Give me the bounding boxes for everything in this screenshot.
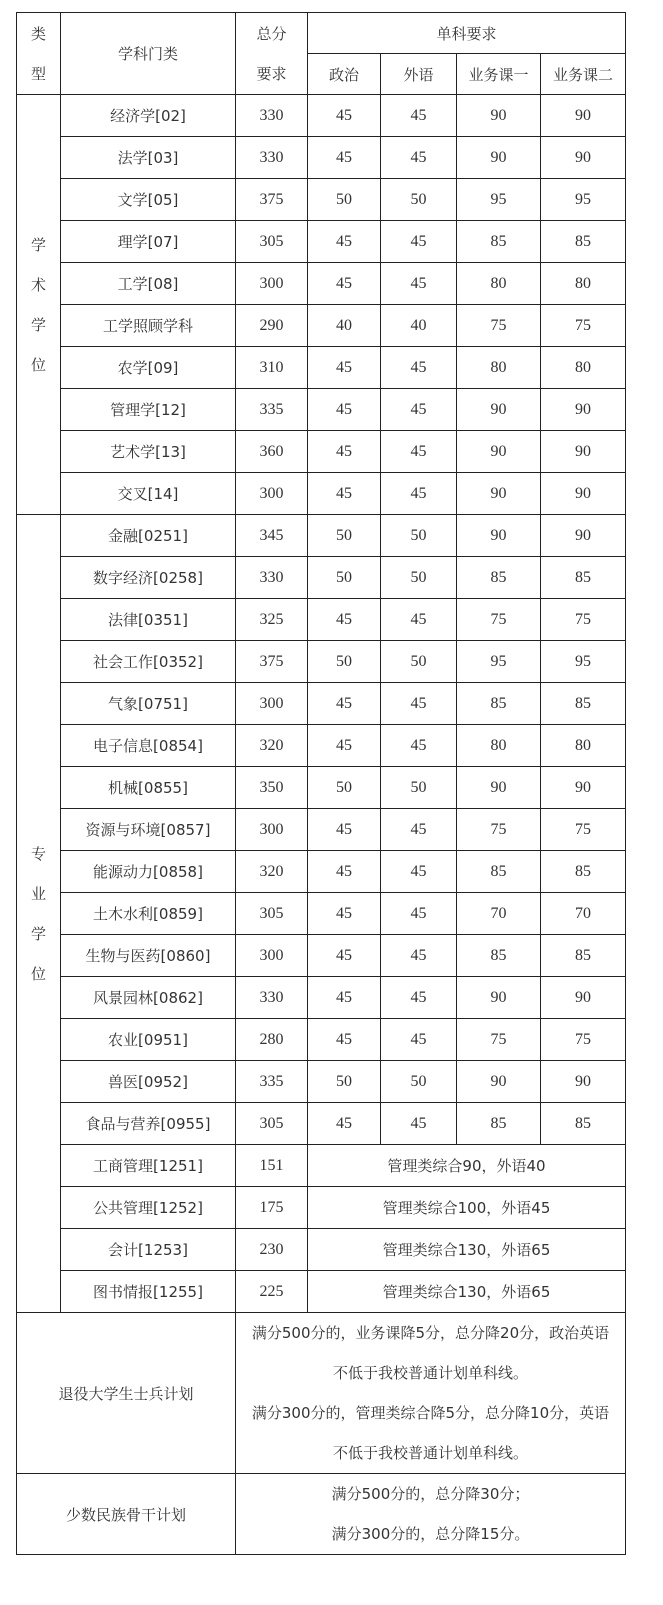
table-row (17, 95, 626, 137)
foreign-language-score: 50 (381, 515, 457, 557)
course-one-score: 85 (457, 683, 541, 725)
minority-plan-label: 少数民族骨干计划 (17, 1474, 236, 1555)
total-score: 300 (236, 473, 308, 515)
course-one-score: 90 (457, 977, 541, 1019)
course-one-score: 70 (457, 893, 541, 935)
table-row (17, 977, 626, 1019)
course-two-score: 90 (541, 767, 626, 809)
veteran-plan-label: 退役大学生士兵计划 (17, 1313, 236, 1474)
table-row (17, 221, 626, 263)
management-requirement: 管理类综合130，外语65 (308, 1229, 626, 1271)
table-row (17, 179, 626, 221)
course-one-score: 90 (457, 515, 541, 557)
course-one-score: 85 (457, 935, 541, 977)
total-score: 305 (236, 893, 308, 935)
foreign-language-score: 45 (381, 725, 457, 767)
discipline-name: 工学[08] (61, 263, 236, 305)
discipline-name: 能源动力[0858] (61, 851, 236, 893)
table-row (17, 683, 626, 725)
header-course-two: 业务课二 (541, 54, 626, 95)
discipline-name: 理学[07] (61, 221, 236, 263)
course-one-score: 85 (457, 557, 541, 599)
politics-score: 50 (308, 515, 381, 557)
course-two-score: 75 (541, 305, 626, 347)
table-row (17, 347, 626, 389)
header-type: 类 型 (17, 13, 61, 95)
discipline-name: 会计[1253] (61, 1229, 236, 1271)
course-one-score: 80 (457, 725, 541, 767)
discipline-name: 经济学[02] (61, 95, 236, 137)
foreign-language-score: 45 (381, 263, 457, 305)
discipline-name: 农学[09] (61, 347, 236, 389)
table-row (17, 137, 626, 179)
table-row (17, 263, 626, 305)
foreign-language-score: 50 (381, 641, 457, 683)
course-two-score: 85 (541, 935, 626, 977)
total-score: 320 (236, 851, 308, 893)
course-two-score: 90 (541, 515, 626, 557)
header-politics: 政治 (308, 54, 381, 95)
veteran-plan-details: 满分500分的，业务课降5分，总分降20分，政治英语 不低于我校普通计划单科线。 满分300分的，管理类综合降5分，总分降10分，英语 不低于我校普通计划单科线。 (236, 1313, 626, 1474)
discipline-name: 法律[0351] (61, 599, 236, 641)
management-requirement: 管理类综合100，外语45 (308, 1187, 626, 1229)
course-one-score: 75 (457, 599, 541, 641)
discipline-name: 资源与环境[0857] (61, 809, 236, 851)
table-row (17, 431, 626, 473)
politics-score: 40 (308, 305, 381, 347)
total-score: 325 (236, 599, 308, 641)
course-two-score: 80 (541, 263, 626, 305)
table-row (17, 935, 626, 977)
course-one-score: 85 (457, 1103, 541, 1145)
discipline-name: 法学[03] (61, 137, 236, 179)
discipline-name: 数字经济[0258] (61, 557, 236, 599)
total-score: 230 (236, 1229, 308, 1271)
table-row (17, 1103, 626, 1145)
discipline-name: 社会工作[0352] (61, 641, 236, 683)
politics-score: 45 (308, 851, 381, 893)
foreign-language-score: 45 (381, 599, 457, 641)
course-one-score: 90 (457, 95, 541, 137)
course-one-score: 80 (457, 263, 541, 305)
table-row (17, 641, 626, 683)
discipline-name: 交叉[14] (61, 473, 236, 515)
header-foreign-language: 外语 (381, 54, 457, 95)
politics-score: 45 (308, 935, 381, 977)
table-row (17, 1145, 626, 1187)
course-one-score: 75 (457, 305, 541, 347)
course-one-score: 85 (457, 851, 541, 893)
discipline-name: 机械[0855] (61, 767, 236, 809)
foreign-language-score: 50 (381, 1061, 457, 1103)
discipline-name: 管理学[12] (61, 389, 236, 431)
discipline-name: 文学[05] (61, 179, 236, 221)
total-score: 360 (236, 431, 308, 473)
discipline-name: 兽医[0952] (61, 1061, 236, 1103)
course-two-score: 90 (541, 1061, 626, 1103)
course-one-score: 95 (457, 641, 541, 683)
course-one-score: 90 (457, 137, 541, 179)
total-score: 300 (236, 935, 308, 977)
table-row (17, 305, 626, 347)
course-one-score: 75 (457, 809, 541, 851)
course-two-score: 85 (541, 683, 626, 725)
header-single-requirement: 单科要求 (308, 13, 626, 54)
discipline-name: 风景园林[0862] (61, 977, 236, 1019)
table-row (17, 1019, 626, 1061)
foreign-language-score: 45 (381, 683, 457, 725)
foreign-language-score: 50 (381, 767, 457, 809)
table-row (17, 473, 626, 515)
total-score: 330 (236, 977, 308, 1019)
total-score: 300 (236, 683, 308, 725)
total-score: 310 (236, 347, 308, 389)
discipline-name: 电子信息[0854] (61, 725, 236, 767)
politics-score: 45 (308, 431, 381, 473)
discipline-name: 金融[0251] (61, 515, 236, 557)
foreign-language-score: 45 (381, 221, 457, 263)
total-score: 335 (236, 389, 308, 431)
table-row (17, 1271, 626, 1313)
politics-score: 45 (308, 347, 381, 389)
politics-score: 45 (308, 1103, 381, 1145)
politics-score: 45 (308, 683, 381, 725)
politics-score: 50 (308, 1061, 381, 1103)
foreign-language-score: 45 (381, 137, 457, 179)
header-total: 总分 要求 (236, 13, 308, 95)
foreign-language-score: 45 (381, 1019, 457, 1061)
total-score: 320 (236, 725, 308, 767)
course-one-score: 75 (457, 1019, 541, 1061)
course-one-score: 90 (457, 767, 541, 809)
total-score: 335 (236, 1061, 308, 1103)
discipline-name: 土木水利[0859] (61, 893, 236, 935)
discipline-name: 工学照顾学科 (61, 305, 236, 347)
course-two-score: 85 (541, 557, 626, 599)
total-score: 290 (236, 305, 308, 347)
discipline-name: 气象[0751] (61, 683, 236, 725)
management-requirement: 管理类综合130，外语65 (308, 1271, 626, 1313)
politics-score: 45 (308, 1019, 381, 1061)
total-score: 375 (236, 179, 308, 221)
table-row (17, 1061, 626, 1103)
total-score: 300 (236, 263, 308, 305)
course-one-score: 90 (457, 389, 541, 431)
table-row (17, 893, 626, 935)
foreign-language-score: 45 (381, 893, 457, 935)
politics-score: 45 (308, 263, 381, 305)
course-two-score: 75 (541, 599, 626, 641)
politics-score: 45 (308, 221, 381, 263)
course-two-score: 95 (541, 641, 626, 683)
header-category: 学科门类 (61, 13, 236, 95)
foreign-language-score: 45 (381, 389, 457, 431)
politics-score: 45 (308, 389, 381, 431)
total-score: 350 (236, 767, 308, 809)
total-score: 280 (236, 1019, 308, 1061)
course-two-score: 85 (541, 851, 626, 893)
table-row (17, 1187, 626, 1229)
table-row (17, 389, 626, 431)
foreign-language-score: 45 (381, 851, 457, 893)
politics-score: 45 (308, 95, 381, 137)
course-two-score: 90 (541, 137, 626, 179)
politics-score: 50 (308, 641, 381, 683)
politics-score: 45 (308, 893, 381, 935)
group-professional-degree: 专 业 学 位 (17, 515, 61, 1313)
politics-score: 50 (308, 179, 381, 221)
foreign-language-score: 40 (381, 305, 457, 347)
table-row (17, 725, 626, 767)
table-row (17, 557, 626, 599)
total-score: 330 (236, 137, 308, 179)
total-score: 300 (236, 809, 308, 851)
course-two-score: 75 (541, 1019, 626, 1061)
total-score: 305 (236, 221, 308, 263)
politics-score: 45 (308, 599, 381, 641)
total-score: 175 (236, 1187, 308, 1229)
minority-plan (17, 1474, 626, 1555)
foreign-language-score: 45 (381, 95, 457, 137)
foreign-language-score: 45 (381, 935, 457, 977)
table-row (17, 515, 626, 557)
total-score: 345 (236, 515, 308, 557)
politics-score: 45 (308, 725, 381, 767)
header-course-one: 业务课一 (457, 54, 541, 95)
course-two-score: 75 (541, 809, 626, 851)
course-one-score: 90 (457, 1061, 541, 1103)
course-two-score: 95 (541, 179, 626, 221)
table-row (17, 767, 626, 809)
course-two-score: 85 (541, 1103, 626, 1145)
discipline-name: 图书情报[1255] (61, 1271, 236, 1313)
course-two-score: 90 (541, 95, 626, 137)
discipline-name: 公共管理[1252] (61, 1187, 236, 1229)
score-requirements-table (16, 12, 626, 1555)
foreign-language-score: 45 (381, 809, 457, 851)
course-two-score: 85 (541, 221, 626, 263)
total-score: 151 (236, 1145, 308, 1187)
total-score: 375 (236, 641, 308, 683)
politics-score: 45 (308, 137, 381, 179)
total-score: 225 (236, 1271, 308, 1313)
course-one-score: 85 (457, 221, 541, 263)
course-one-score: 90 (457, 473, 541, 515)
foreign-language-score: 45 (381, 347, 457, 389)
foreign-language-score: 45 (381, 1103, 457, 1145)
header-row (17, 13, 626, 54)
table-row (17, 809, 626, 851)
foreign-language-score: 45 (381, 473, 457, 515)
course-two-score: 90 (541, 473, 626, 515)
table-row (17, 1229, 626, 1271)
foreign-language-score: 50 (381, 179, 457, 221)
minority-plan-details: 满分500分的，总分降30分； 满分300分的，总分降15分。 (236, 1474, 626, 1555)
politics-score: 50 (308, 767, 381, 809)
politics-score: 45 (308, 473, 381, 515)
course-two-score: 90 (541, 389, 626, 431)
course-two-score: 90 (541, 977, 626, 1019)
course-two-score: 90 (541, 431, 626, 473)
group-academic-degree: 学 术 学 位 (17, 95, 61, 515)
discipline-name: 食品与营养[0955] (61, 1103, 236, 1145)
course-one-score: 95 (457, 179, 541, 221)
course-one-score: 80 (457, 347, 541, 389)
management-requirement: 管理类综合90，外语40 (308, 1145, 626, 1187)
foreign-language-score: 45 (381, 431, 457, 473)
total-score: 330 (236, 95, 308, 137)
politics-score: 45 (308, 809, 381, 851)
table-row (17, 851, 626, 893)
politics-score: 50 (308, 557, 381, 599)
course-one-score: 90 (457, 431, 541, 473)
discipline-name: 艺术学[13] (61, 431, 236, 473)
discipline-name: 工商管理[1251] (61, 1145, 236, 1187)
course-two-score: 80 (541, 347, 626, 389)
total-score: 305 (236, 1103, 308, 1145)
foreign-language-score: 45 (381, 977, 457, 1019)
discipline-name: 生物与医药[0860] (61, 935, 236, 977)
politics-score: 45 (308, 977, 381, 1019)
table-row (17, 599, 626, 641)
course-two-score: 70 (541, 893, 626, 935)
foreign-language-score: 50 (381, 557, 457, 599)
course-two-score: 80 (541, 725, 626, 767)
veteran-plan (17, 1313, 626, 1474)
discipline-name: 农业[0951] (61, 1019, 236, 1061)
total-score: 330 (236, 557, 308, 599)
